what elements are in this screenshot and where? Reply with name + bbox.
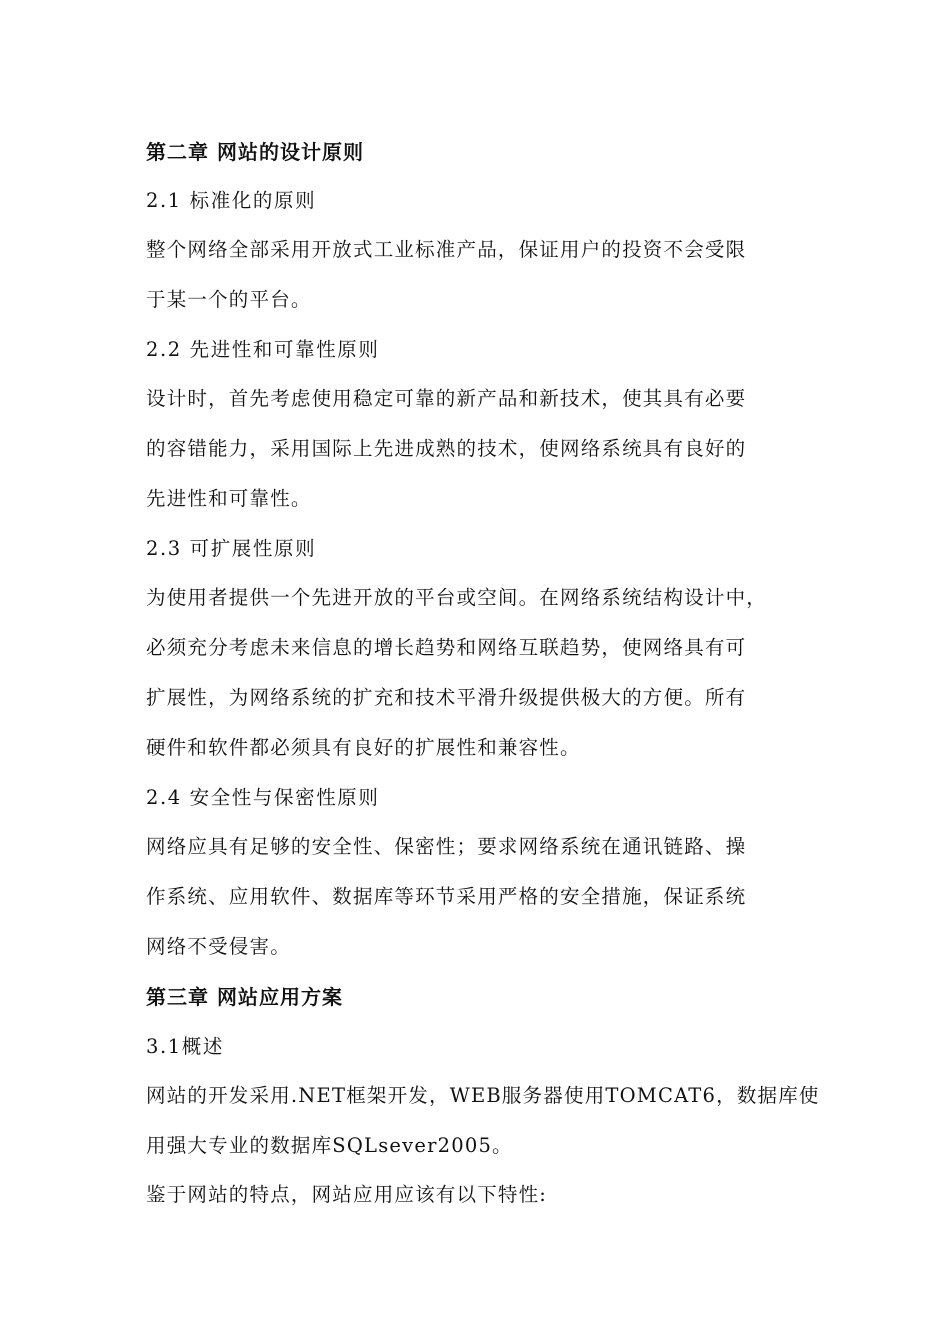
paragraph-3-1-line-3: 鉴于网站的特点，网站应用应该有以下特性: — [146, 1183, 548, 1206]
paragraph-2-3-line-4: 硬件和软件都必须具有良好的扩展性和兼容性。 — [146, 736, 581, 759]
section-2-4-heading: 2.4 安全性与保密性原则 — [146, 786, 380, 809]
paragraph-2-4-line-2: 作系统、应用软件、数据库等环节采用严格的安全措施，保证系统 — [146, 885, 747, 908]
section-2-2-heading: 2.2 先进性和可靠性原则 — [146, 338, 380, 361]
paragraph-2-4-line-3: 网络不受侵害。 — [146, 935, 291, 958]
section-3-1-heading: 3.1概述 — [146, 1035, 225, 1058]
section-2-1-heading: 2.1 标准化的原则 — [146, 189, 317, 212]
chapter-2-title: 第二章 网站的设计原则 — [146, 140, 364, 164]
paragraph-2-2-line-3: 先进性和可靠性。 — [146, 487, 312, 510]
paragraph-2-2-line-1: 设计时，首先考虑使用稳定可靠的新产品和新技术，使其具有必要 — [146, 387, 747, 410]
paragraph-2-2-line-2: 的容错能力，采用国际上先进成熟的技术，使网络系统具有良好的 — [146, 437, 747, 460]
paragraph-2-1-line-2: 于某一个的平台。 — [146, 288, 312, 311]
chapter-3-title: 第三章 网站应用方案 — [146, 985, 343, 1009]
paragraph-3-1-line-2: 用强大专业的数据库SQLsever2005。 — [146, 1134, 513, 1157]
paragraph-3-1-line-1: 网站的开发采用.NET框架开发，WEB服务器使用TOMCAT6，数据库使 — [146, 1084, 820, 1107]
paragraph-2-3-line-2: 必须充分考虑未来信息的增长趋势和网络互联趋势，使网络具有可 — [146, 636, 747, 659]
paragraph-2-1-line-1: 整个网络全部采用开放式工业标准产品，保证用户的投资不会受限 — [146, 238, 747, 261]
paragraph-2-3-line-3: 扩展性，为网络系统的扩充和技术平滑升级提供极大的方便。所有 — [146, 686, 747, 709]
paragraph-2-3-line-1: 为使用者提供一个先进开放的平台或空间。在网络系统结构设计中， — [146, 586, 768, 609]
paragraph-2-4-line-1: 网络应具有足够的安全性、保密性；要求网络系统在通讯链路、操 — [146, 835, 747, 858]
section-2-3-heading: 2.3 可扩展性原则 — [146, 537, 317, 560]
